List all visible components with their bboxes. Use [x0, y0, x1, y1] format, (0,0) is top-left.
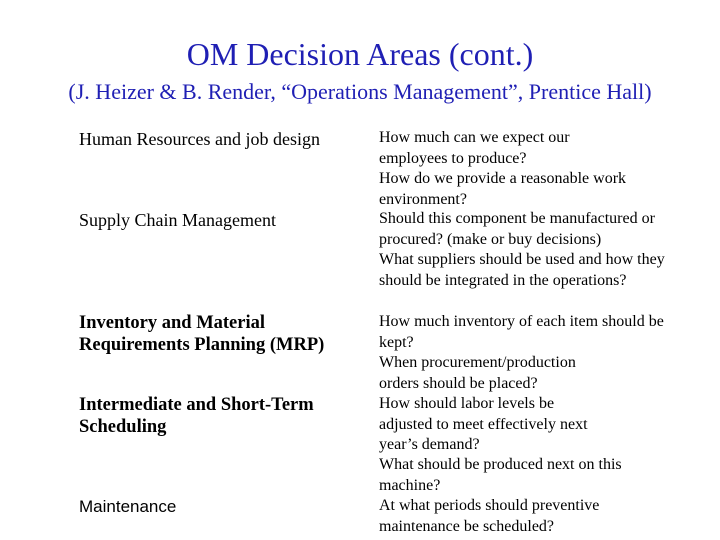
slide-title: OM Decision Areas (cont.) [186, 36, 534, 72]
area-inventory-mrp: Inventory and Material Requirements Planning (MRP) [79, 313, 325, 355]
area-supply-chain: Supply Chain Management [79, 210, 276, 230]
question-maint-1: At what periods should preventive maintenance be scheduled? [379, 497, 600, 535]
question-inv-1: How much inventory of each item should be kept? [379, 313, 664, 351]
area-maintenance: Maintenance [79, 497, 177, 516]
area-human-resources: Human Resources and job design [79, 129, 320, 149]
question-hr-1: How much can we expect our employees to produce? [379, 129, 570, 167]
question-sched-2: What should be produced next on this machine? [379, 456, 622, 494]
question-scm-2: What suppliers should be used and how they should be integrated in the operations? [379, 251, 665, 289]
slide-subtitle: (J. Heizer & B. Render, “Operations Management”, Prentice Hall) [68, 79, 652, 104]
area-scheduling: Intermediate and Short-Term Scheduling [79, 395, 314, 437]
question-inv-2: When procurement/production orders should be placed? [379, 354, 576, 392]
question-sched-1: How should labor levels be adjusted to meet effectively next year’s demand? [379, 395, 588, 453]
question-hr-2: How do we provide a reasonable work environment? [379, 170, 627, 208]
question-scm-1: Should this component be manufactured or procured? (make or buy decisions) [379, 210, 655, 248]
